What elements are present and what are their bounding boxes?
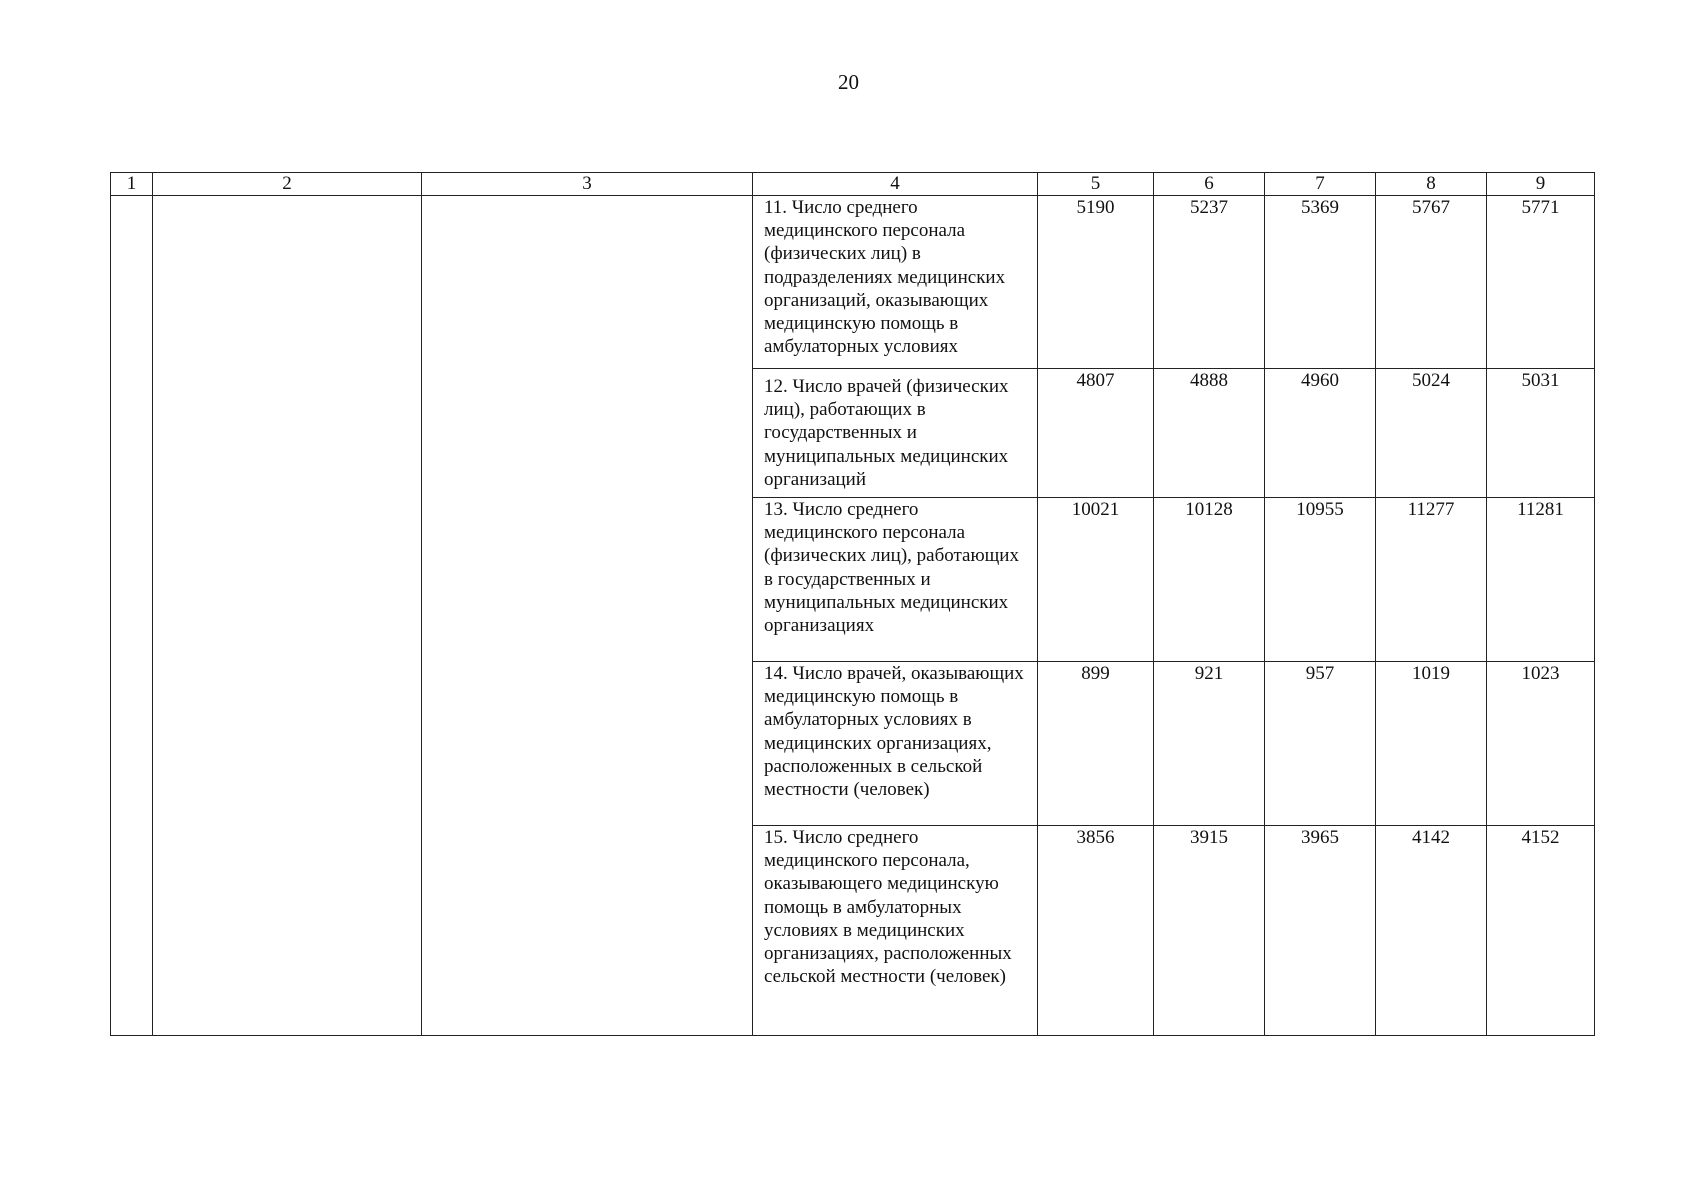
value-cell: 899 <box>1038 662 1154 826</box>
header-cell: 8 <box>1376 173 1487 196</box>
value-cell: 11277 <box>1376 498 1487 662</box>
value-cell: 1019 <box>1376 662 1487 826</box>
indicator-cell <box>753 369 1038 498</box>
header-cell: 2 <box>153 173 422 196</box>
value-cell: 5369 <box>1265 196 1376 369</box>
value-cell: 4807 <box>1038 369 1154 498</box>
header-cell: 6 <box>1154 173 1265 196</box>
header-row <box>111 173 1595 196</box>
value-cell: 921 <box>1154 662 1265 826</box>
header-cell: 4 <box>753 173 1038 196</box>
value-cell: 4960 <box>1265 369 1376 498</box>
indicator-cell <box>753 826 1038 1036</box>
value-cell: 5237 <box>1154 196 1265 369</box>
col1-merged-cell <box>111 196 153 1036</box>
header-cell: 1 <box>111 173 153 196</box>
value-cell: 957 <box>1265 662 1376 826</box>
value-cell: 10128 <box>1154 498 1265 662</box>
value-cell: 10955 <box>1265 498 1376 662</box>
value-cell: 5767 <box>1376 196 1487 369</box>
indicator-cell <box>753 196 1038 369</box>
col2-merged-cell <box>153 196 422 1036</box>
value-cell: 5771 <box>1487 196 1595 369</box>
header-cell: 5 <box>1038 173 1154 196</box>
value-cell: 3856 <box>1038 826 1154 1036</box>
value-cell: 4152 <box>1487 826 1595 1036</box>
indicator-cell <box>753 662 1038 826</box>
indicator-text: 14. Число врачей, оказывающих медицинскую помощь в амбулаторных условиях в медицинских организациях, расположенных в сельской местности (человек) <box>764 663 1024 801</box>
header-cell: 7 <box>1265 173 1376 196</box>
value-cell: 10021 <box>1038 498 1154 662</box>
indicator-text: 12. Число врачей (физических лиц), работающих в государственных и муниципальных медицинских организаций <box>764 376 1009 490</box>
value-cell: 3915 <box>1154 826 1265 1036</box>
header-cell: 9 <box>1487 173 1595 196</box>
indicator-text: 13. Число среднего медицинского персонала (физических лиц), работающих в государственных и муниципальных медицинских организациях <box>764 499 1019 637</box>
value-cell: 5190 <box>1038 196 1154 369</box>
value-cell: 11281 <box>1487 498 1595 662</box>
value-cell: 1023 <box>1487 662 1595 826</box>
page-number: 20 <box>838 70 859 94</box>
table-row <box>111 196 1595 369</box>
data-table <box>110 172 1595 1036</box>
value-cell: 4888 <box>1154 369 1265 498</box>
col3-merged-cell <box>422 196 753 1036</box>
indicator-text: 15. Число среднего медицинского персонала, оказывающего медицинскую помощь в амбулаторных условиях в медицинских организациях, расположенных сельской местности (человек) <box>764 827 1012 988</box>
indicator-cell <box>753 498 1038 662</box>
value-cell: 5024 <box>1376 369 1487 498</box>
value-cell: 3965 <box>1265 826 1376 1036</box>
header-cell: 3 <box>422 173 753 196</box>
value-cell: 5031 <box>1487 369 1595 498</box>
value-cell: 4142 <box>1376 826 1487 1036</box>
indicator-text: 11. Число среднего медицинского персонала (физических лиц) в подразделениях медицинских организаций, оказывающих медицинскую помощь в амбулаторных условиях <box>764 197 1006 358</box>
